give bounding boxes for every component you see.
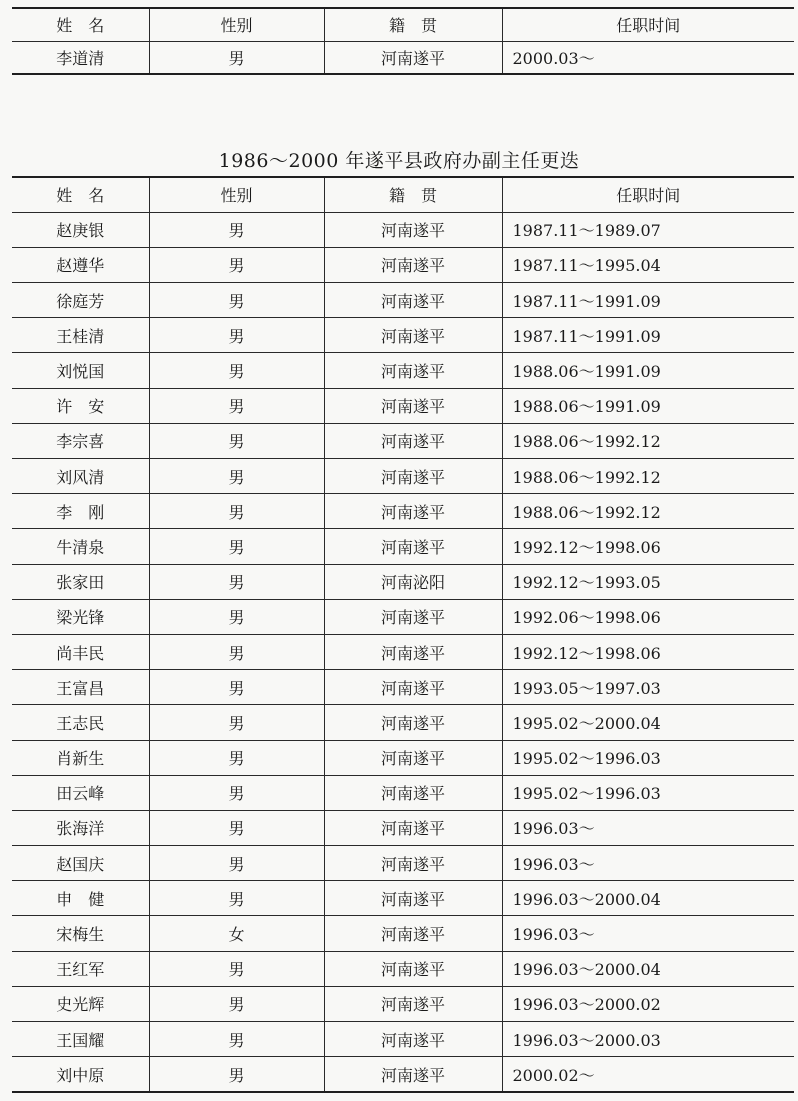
table-row	[12, 986, 794, 1021]
cell-origin: 河南遂平	[324, 529, 502, 564]
table-row	[12, 775, 794, 810]
cell-gender: 男	[149, 775, 324, 810]
cell-gender: 男	[149, 423, 324, 458]
cell-name: 赵国庆	[12, 846, 149, 881]
cell-origin: 河南遂平	[324, 247, 502, 282]
cell-name: 张家田	[12, 564, 149, 599]
cell-term: 1996.03～	[502, 846, 794, 881]
cell-origin: 河南遂平	[324, 986, 502, 1021]
table-row	[12, 670, 794, 705]
cell-name: 赵庚银	[12, 212, 149, 247]
cell-term: 1996.03～2000.02	[502, 986, 794, 1021]
cell-gender: 男	[149, 494, 324, 529]
cell-term: 1996.03～2000.04	[502, 951, 794, 986]
cell-name: 李 刚	[12, 494, 149, 529]
table-row	[12, 916, 794, 951]
cell-term: 1992.06～1998.06	[502, 599, 794, 634]
cell-gender: 男	[149, 247, 324, 282]
cell-name: 王红军	[12, 951, 149, 986]
cell-gender: 男	[149, 529, 324, 564]
cell-name: 王富昌	[12, 670, 149, 705]
cell-name: 王志民	[12, 705, 149, 740]
cell-origin: 河南遂平	[324, 318, 502, 353]
cell-name: 肖新生	[12, 740, 149, 775]
table-row	[12, 951, 794, 986]
header-row	[12, 8, 794, 41]
cell-gender: 女	[149, 916, 324, 951]
cell-origin: 河南遂平	[324, 459, 502, 494]
cell-gender: 男	[149, 318, 324, 353]
cell-name: 刘风清	[12, 459, 149, 494]
cell-gender: 男	[149, 388, 324, 423]
cell-origin: 河南遂平	[324, 353, 502, 388]
cell-name: 刘悦国	[12, 353, 149, 388]
cell-origin: 河南遂平	[324, 775, 502, 810]
cell-term: 1993.05～1997.03	[502, 670, 794, 705]
cell-gender: 男	[149, 810, 324, 845]
cell-gender: 男	[149, 599, 324, 634]
cell-gender: 男	[149, 670, 324, 705]
cell-origin: 河南遂平	[324, 212, 502, 247]
table-row	[12, 564, 794, 599]
cell-name: 宋梅生	[12, 916, 149, 951]
cell-gender: 男	[149, 353, 324, 388]
table-row	[12, 283, 794, 318]
cell-gender: 男	[149, 459, 324, 494]
table-row	[12, 247, 794, 282]
cell-name: 王桂清	[12, 318, 149, 353]
table-row	[12, 353, 794, 388]
header-name: 姓 名	[12, 177, 149, 212]
table-row	[12, 318, 794, 353]
incumbent-table-body	[12, 41, 794, 74]
cell-gender: 男	[149, 1057, 324, 1092]
cell-gender: 男	[149, 634, 324, 669]
cell-gender: 男	[149, 564, 324, 599]
table-row	[12, 212, 794, 247]
cell-origin: 河南遂平	[324, 41, 502, 74]
cell-term: 1988.06～1991.09	[502, 353, 794, 388]
table-row	[12, 41, 794, 74]
table-title: 1986～2000 年遂平县政府办副主任更迭	[218, 150, 580, 172]
cell-gender: 男	[149, 283, 324, 318]
cell-term: 1987.11～1995.04	[502, 247, 794, 282]
cell-origin: 河南遂平	[324, 388, 502, 423]
cell-term: 1992.12～1993.05	[502, 564, 794, 599]
cell-gender: 男	[149, 951, 324, 986]
table-row	[12, 599, 794, 634]
cell-name: 李道清	[12, 41, 149, 74]
cell-term: 1988.06～1991.09	[502, 388, 794, 423]
cell-origin: 河南遂平	[324, 1057, 502, 1092]
cell-name: 史光辉	[12, 986, 149, 1021]
table-row	[12, 740, 794, 775]
cell-name: 王国耀	[12, 1022, 149, 1057]
cell-term: 1992.12～1998.06	[502, 634, 794, 669]
cell-origin: 河南遂平	[324, 705, 502, 740]
table-row	[12, 529, 794, 564]
cell-origin: 河南遂平	[324, 494, 502, 529]
table-row	[12, 1022, 794, 1057]
table-row	[12, 810, 794, 845]
header-name: 姓 名	[12, 8, 149, 41]
table-row	[12, 388, 794, 423]
cell-origin: 河南遂平	[324, 634, 502, 669]
cell-term: 2000.03～	[502, 41, 794, 74]
table-row	[12, 634, 794, 669]
header-term: 任职时间	[502, 8, 794, 41]
table-row	[12, 494, 794, 529]
cell-name: 牛清泉	[12, 529, 149, 564]
table-row	[12, 881, 794, 916]
cell-gender: 男	[149, 881, 324, 916]
cell-name: 张海洋	[12, 810, 149, 845]
cell-origin: 河南泌阳	[324, 564, 502, 599]
cell-origin: 河南遂平	[324, 916, 502, 951]
cell-term: 1987.11～1989.07	[502, 212, 794, 247]
table-row	[12, 1057, 794, 1092]
cell-term: 1996.03～	[502, 916, 794, 951]
cell-origin: 河南遂平	[324, 283, 502, 318]
cell-name: 申 健	[12, 881, 149, 916]
cell-term: 1988.06～1992.12	[502, 494, 794, 529]
cell-origin: 河南遂平	[324, 740, 502, 775]
cell-term: 1988.06～1992.12	[502, 423, 794, 458]
cell-term: 1996.03～	[502, 810, 794, 845]
cell-term: 1988.06～1992.12	[502, 459, 794, 494]
cell-origin: 河南遂平	[324, 846, 502, 881]
header-origin: 籍 贯	[324, 177, 502, 212]
header-origin: 籍 贯	[324, 8, 502, 41]
cell-term: 1996.03～2000.04	[502, 881, 794, 916]
incumbent-table	[12, 7, 794, 75]
cell-term: 1995.02～1996.03	[502, 740, 794, 775]
cell-name: 尚丰民	[12, 634, 149, 669]
cell-gender: 男	[149, 212, 324, 247]
table-row	[12, 459, 794, 494]
cell-gender: 男	[149, 986, 324, 1021]
cell-origin: 河南遂平	[324, 881, 502, 916]
cell-term: 1987.11～1991.09	[502, 283, 794, 318]
cell-term: 1995.02～1996.03	[502, 775, 794, 810]
cell-gender: 男	[149, 1022, 324, 1057]
cell-gender: 男	[149, 41, 324, 74]
cell-name: 许 安	[12, 388, 149, 423]
header-gender: 性别	[149, 8, 324, 41]
cell-name: 田云峰	[12, 775, 149, 810]
cell-gender: 男	[149, 846, 324, 881]
cell-origin: 河南遂平	[324, 1022, 502, 1057]
header-gender: 性别	[149, 177, 324, 212]
cell-origin: 河南遂平	[324, 951, 502, 986]
cell-name: 梁光锋	[12, 599, 149, 634]
table-row	[12, 846, 794, 881]
cell-name: 刘中原	[12, 1057, 149, 1092]
cell-gender: 男	[149, 740, 324, 775]
cell-term: 2000.02～	[502, 1057, 794, 1092]
cell-term: 1995.02～2000.04	[502, 705, 794, 740]
cell-origin: 河南遂平	[324, 599, 502, 634]
cell-origin: 河南遂平	[324, 423, 502, 458]
deputy-directors-table	[12, 176, 794, 1093]
cell-gender: 男	[149, 705, 324, 740]
cell-term: 1987.11～1991.09	[502, 318, 794, 353]
table-row	[12, 705, 794, 740]
header-row	[12, 177, 794, 212]
cell-origin: 河南遂平	[324, 670, 502, 705]
deputy-directors-table-body	[12, 212, 794, 1092]
cell-name: 李宗喜	[12, 423, 149, 458]
table-row	[12, 423, 794, 458]
cell-name: 赵遵华	[12, 247, 149, 282]
cell-term: 1992.12～1998.06	[502, 529, 794, 564]
cell-origin: 河南遂平	[324, 810, 502, 845]
cell-term: 1996.03～2000.03	[502, 1022, 794, 1057]
cell-name: 徐庭芳	[12, 283, 149, 318]
header-term: 任职时间	[502, 177, 794, 212]
